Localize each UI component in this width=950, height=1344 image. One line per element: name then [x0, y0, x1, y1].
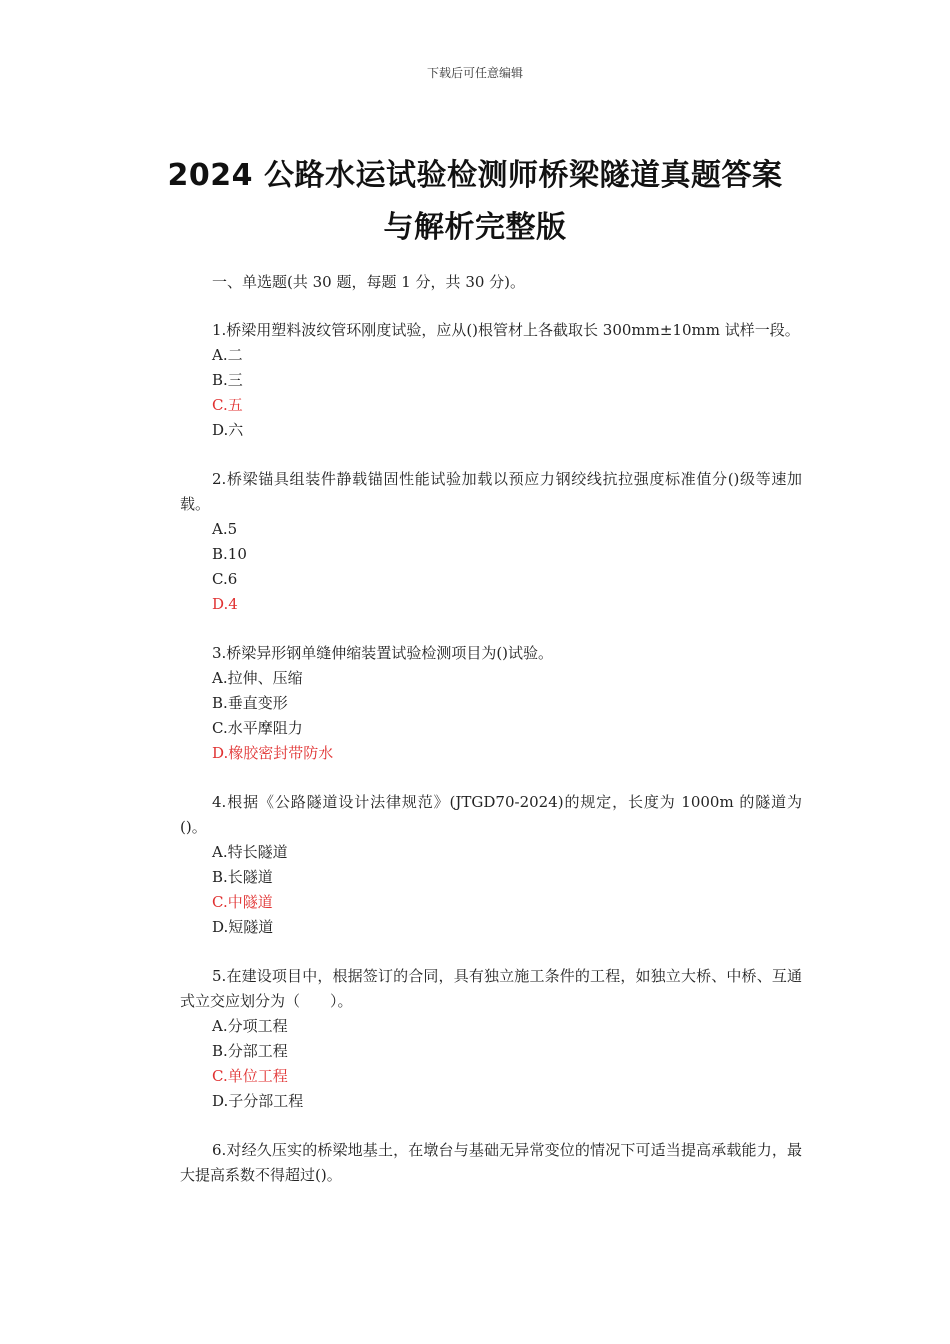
- title-line-1: 2024 公路水运试验检测师桥梁隧道真题答案: [167, 158, 783, 193]
- option-b: B.垂直变形: [212, 694, 288, 712]
- question-list: [180, 318, 802, 1212]
- option-c: C.水平摩阻力: [212, 719, 303, 737]
- option-a: A.二: [212, 346, 243, 364]
- document-title: [150, 150, 800, 254]
- option-d: D.子分部工程: [212, 1092, 304, 1110]
- title-line-2: 与解析完整版: [383, 210, 567, 245]
- question-stem: 3.桥梁异形钢单缝伸缩装置试验检测项目为()试验。: [212, 644, 554, 662]
- option-b: B.分部工程: [212, 1042, 288, 1060]
- section-heading: 一、单选题(共 30 题，每题 1 分，共 30 分)。: [212, 273, 526, 291]
- option-b: B.长隧道: [212, 868, 273, 886]
- page-header: 下载后可任意编辑: [426, 66, 523, 80]
- option-c: C.单位工程: [212, 1067, 288, 1085]
- question-stem: 4.根据《公路隧道设计法律规范》(JTGD70-2024)的规定，长度为 1000m 的隧道为()。: [180, 793, 802, 836]
- option-a: A.分项工程: [212, 1017, 288, 1035]
- question-stem: 2.桥梁锚具组装件静载锚固性能试验加载以预应力钢绞线抗拉强度标准值分()级等速加载。: [180, 470, 802, 513]
- question-3: [180, 641, 802, 766]
- question-6: [180, 1138, 802, 1188]
- option-a: A.5: [212, 520, 238, 538]
- question-stem: 5.在建设项目中，根据签订的合同，具有独立施工条件的工程，如独立大桥、中桥、互通式立交应划分为（ ）。: [180, 967, 802, 1010]
- option-d: D.短隧道: [212, 918, 274, 936]
- question-5: [180, 964, 802, 1114]
- question-stem: 1.桥梁用塑料波纹管环刚度试验，应从()根管材上各截取长 300mm±10mm 试样一段。: [212, 321, 800, 339]
- option-a: A.特长隧道: [212, 843, 288, 861]
- option-c: C.中隧道: [212, 893, 273, 911]
- option-d: D.橡胶密封带防水: [212, 744, 334, 762]
- option-d: D.4: [212, 595, 238, 613]
- option-b: B.三: [212, 371, 243, 389]
- option-c: C.五: [212, 396, 243, 414]
- question-1: [180, 318, 802, 443]
- option-a: A.拉伸、压缩: [212, 669, 303, 687]
- question-2: [180, 467, 802, 617]
- option-c: C.6: [212, 570, 238, 588]
- option-d: D.六: [212, 421, 244, 439]
- question-4: [180, 790, 802, 940]
- option-b: B.10: [212, 545, 247, 563]
- question-stem: 6.对经久压实的桥梁地基土，在墩台与基础无异常变位的情况下可适当提高承载能力，最大提高系数不得超过()。: [180, 1141, 802, 1184]
